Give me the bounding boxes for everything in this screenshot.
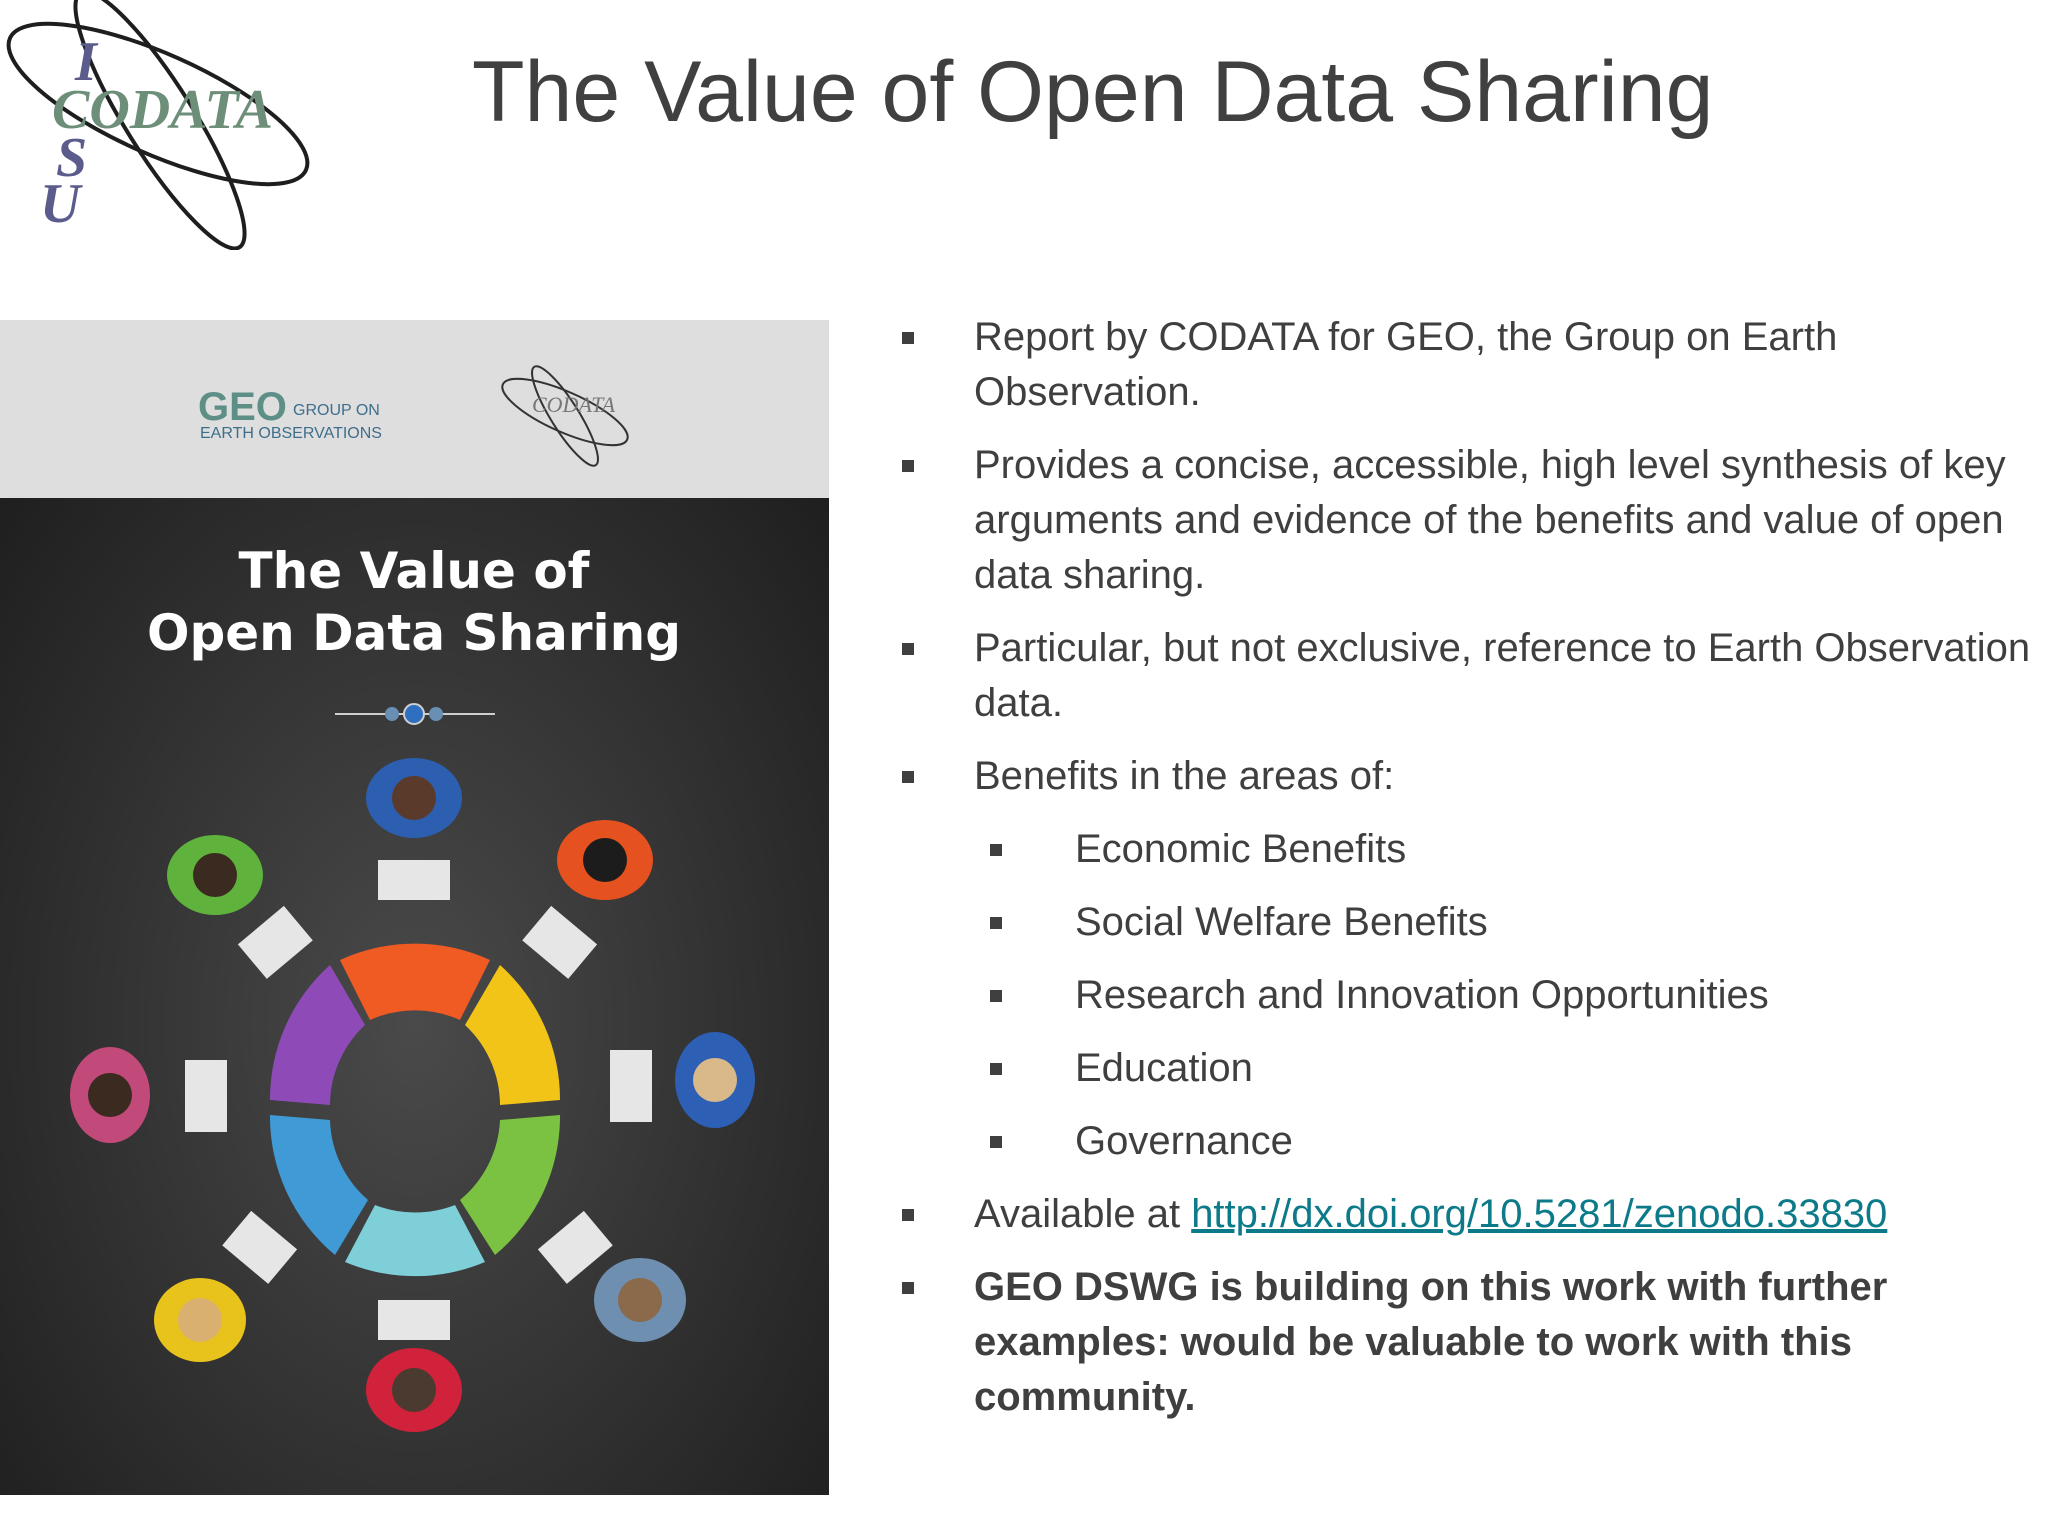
- bullet-square-icon: [902, 332, 914, 344]
- sub-bullet-item: [974, 822, 2040, 877]
- sub-bullet-text: Social Welfare Benefits: [1075, 900, 1488, 944]
- bullet-square-icon: [902, 460, 914, 472]
- sub-bullet-item: [974, 1041, 2040, 1096]
- bullet-item: [890, 1260, 2040, 1425]
- bullet-square-icon: [990, 1063, 1002, 1075]
- sub-bullet-text: Research and Innovation Opportunities: [1075, 973, 1769, 1017]
- bullet-square-icon: [902, 1282, 914, 1294]
- logo-letter-i: I: [75, 31, 97, 93]
- logo-codata-text: CODATA: [52, 79, 273, 141]
- bullet-item: [890, 438, 2040, 603]
- sub-bullet-text: Education: [1075, 1046, 1253, 1090]
- available-at-label: Available at: [974, 1192, 1192, 1236]
- bullet-square-icon: [990, 917, 1002, 929]
- bullet-text: Provides a concise, accessible, high level synthesis of key arguments and evidence of the benefits and value of open data sharing.: [974, 443, 2006, 597]
- sub-bullet-item: [974, 968, 2040, 1023]
- geo-logo-line2: EARTH OBSERVATIONS: [200, 425, 382, 442]
- logo-letter-u: U: [40, 173, 81, 235]
- bullet-text: Report by CODATA for GEO, the Group on Earth Observation.: [974, 315, 1838, 414]
- logo-letter-s: S: [56, 127, 88, 189]
- sub-bullet-list: [974, 822, 2040, 1169]
- sub-bullet-text: Economic Benefits: [1075, 827, 1407, 871]
- bullet-text: Particular, but not exclusive, reference to Earth Observation data.: [974, 626, 2031, 725]
- sub-bullet-item: [974, 895, 2040, 950]
- bullet-square-icon: [902, 643, 914, 655]
- bullet-list: [890, 310, 2040, 1443]
- slide-title: The Value of Open Data Sharing: [472, 44, 1714, 140]
- cover-title-line2: Open Data Sharing: [146, 604, 682, 662]
- report-cover-image: [0, 320, 829, 1495]
- bullet-square-icon: [990, 844, 1002, 856]
- bullet-square-icon: [902, 771, 914, 783]
- bullet-item: [890, 1187, 2040, 1242]
- sub-bullet-item: [974, 1114, 2040, 1169]
- cover-top-band: [0, 320, 829, 498]
- cover-title-line1: The Value of: [238, 542, 590, 600]
- bullet-item: [890, 749, 2040, 1169]
- zenodo-doi-link[interactable]: http://dx.doi.org/10.5281/zenodo.33830: [1191, 1192, 1888, 1236]
- geo-logo-line1: GROUP ON: [293, 402, 380, 419]
- cover-codata-text: CODATA: [532, 392, 616, 417]
- codata-isu-logo-icon: [0, 0, 330, 250]
- bullet-item: [890, 621, 2040, 731]
- bullet-square-icon: [990, 990, 1002, 1002]
- bullet-text: Benefits in the areas of:: [974, 754, 1395, 798]
- sub-bullet-text: Governance: [1075, 1119, 1293, 1163]
- bullet-text-bold: GEO DSWG is building on this work with further examples: would be valuable to work with this community.: [974, 1265, 1888, 1419]
- bullet-item: [890, 310, 2040, 420]
- bullet-square-icon: [902, 1209, 914, 1221]
- bullet-square-icon: [990, 1136, 1002, 1148]
- geo-logo-letters: GEO: [198, 385, 287, 429]
